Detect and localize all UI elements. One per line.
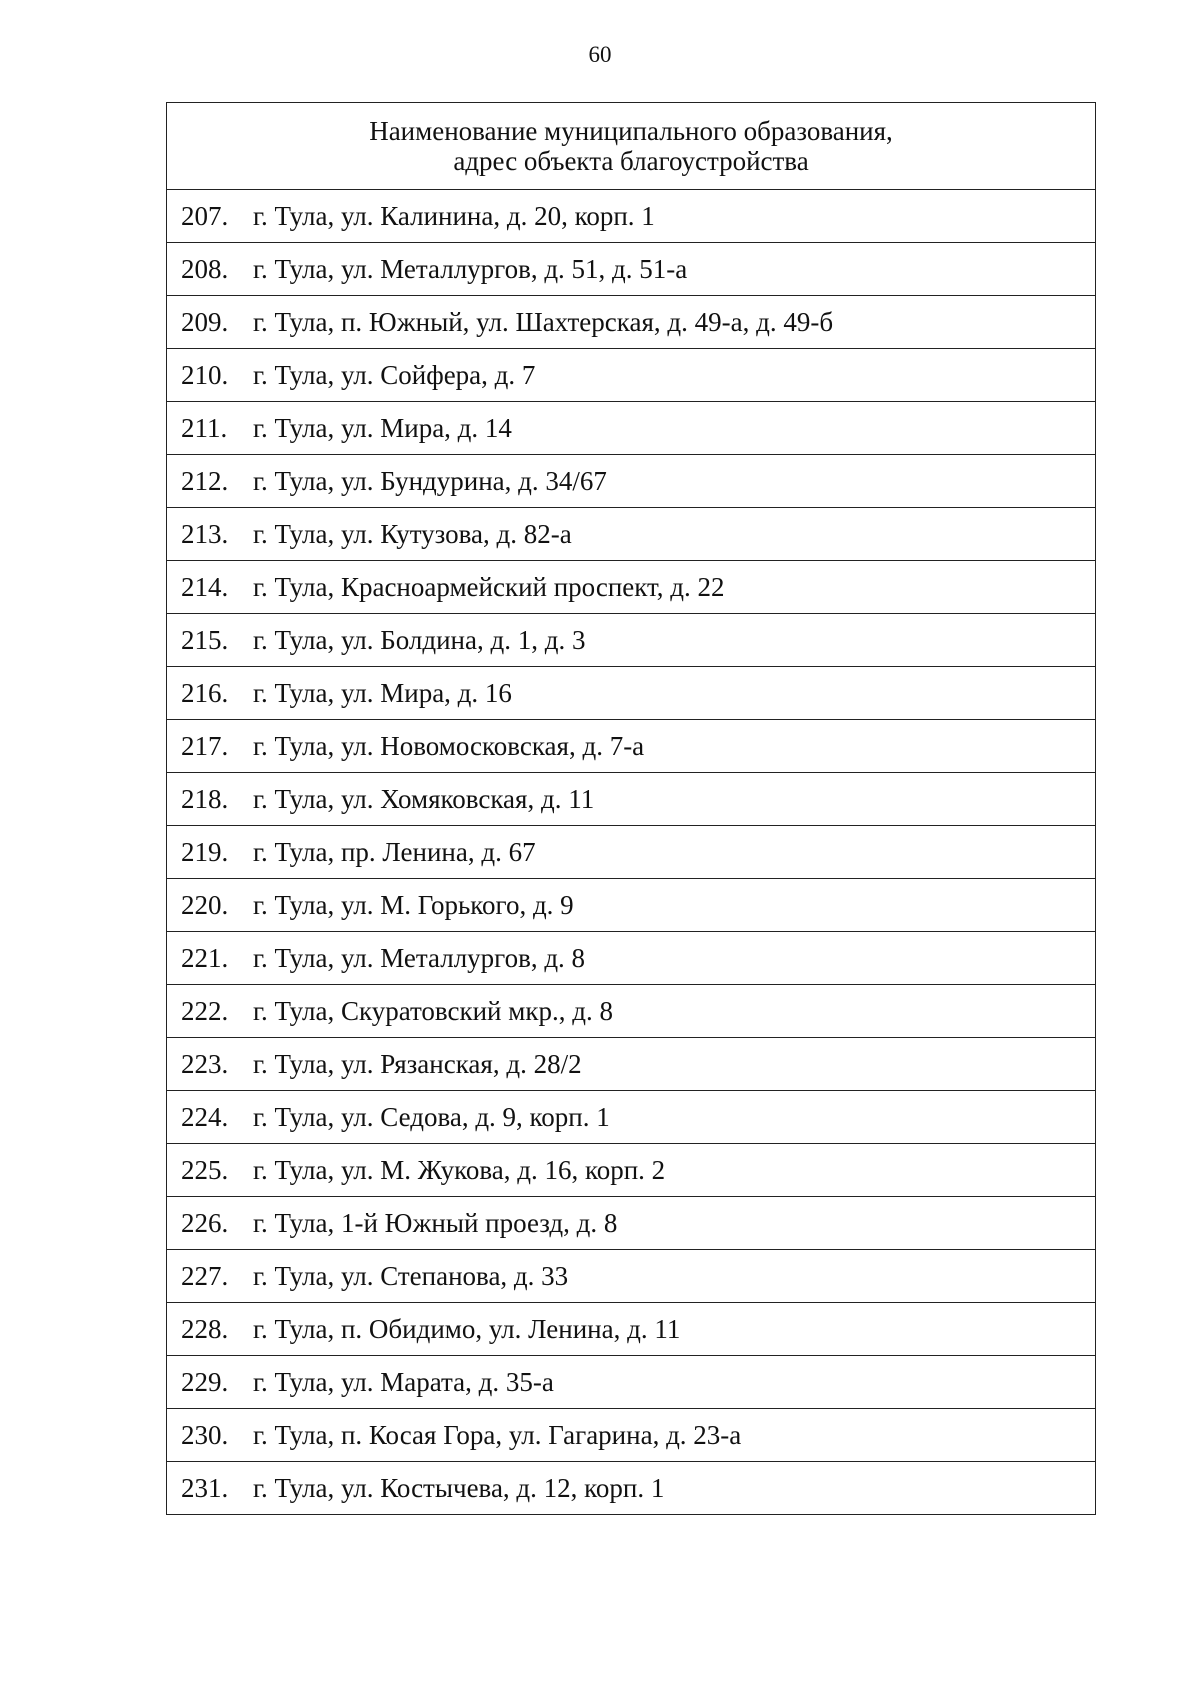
address-table <box>166 102 1096 1515</box>
table-row-cell <box>167 190 1096 243</box>
row-number: 226. <box>181 1208 229 1238</box>
table-row-cell <box>167 985 1096 1038</box>
table-row-cell <box>167 561 1096 614</box>
table-row <box>167 720 1096 773</box>
table-row-cell <box>167 1038 1096 1091</box>
table-row <box>167 1409 1096 1462</box>
table-row-cell <box>167 349 1096 402</box>
row-address: г. Тула, п. Косая Гора, ул. Гагарина, д. 23-а <box>253 1420 742 1450</box>
row-number: 230. <box>181 1420 229 1450</box>
row-address: г. Тула, ул. Мира, д. 16 <box>253 678 512 708</box>
row-address: г. Тула, ул. Сойфера, д. 7 <box>253 360 536 390</box>
table-row <box>167 402 1096 455</box>
row-number: 209. <box>181 307 229 337</box>
row-address: г. Тула, пр. Ленина, д. 67 <box>253 837 536 867</box>
row-number: 223. <box>181 1049 229 1079</box>
row-number: 217. <box>181 731 229 761</box>
row-number: 212. <box>181 466 229 496</box>
row-number: 231. <box>181 1473 229 1503</box>
row-address: г. Тула, ул. М. Жукова, д. 16, корп. 2 <box>253 1155 666 1185</box>
row-address: г. Тула, ул. Рязанская, д. 28/2 <box>253 1049 582 1079</box>
row-number: 211. <box>181 413 228 443</box>
table-row <box>167 1250 1096 1303</box>
row-number: 227. <box>181 1261 229 1291</box>
row-address: г. Тула, ул. Новомосковская, д. 7-а <box>253 731 645 761</box>
table-row <box>167 614 1096 667</box>
row-number: 219. <box>181 837 229 867</box>
row-number: 221. <box>181 943 229 973</box>
row-address: г. Тула, ул. Мира, д. 14 <box>253 413 512 443</box>
table-row <box>167 985 1096 1038</box>
row-address: г. Тула, ул. Марата, д. 35-а <box>253 1367 554 1397</box>
row-address: г. Тула, ул. Бундурина, д. 34/67 <box>253 466 607 496</box>
table-row-cell <box>167 879 1096 932</box>
row-number: 208. <box>181 254 229 284</box>
row-number: 214. <box>181 572 229 602</box>
table-row-cell <box>167 614 1096 667</box>
table-row-cell <box>167 243 1096 296</box>
table-row-cell <box>167 932 1096 985</box>
table-row <box>167 561 1096 614</box>
table-row <box>167 1197 1096 1250</box>
table-row-cell <box>167 402 1096 455</box>
row-number: 218. <box>181 784 229 814</box>
table-row-cell <box>167 826 1096 879</box>
table-row <box>167 190 1096 243</box>
row-number: 220. <box>181 890 229 920</box>
row-address: г. Тула, ул. Степанова, д. 33 <box>253 1261 569 1291</box>
table-row <box>167 879 1096 932</box>
row-address: г. Тула, Красноармейский проспект, д. 22 <box>253 572 725 602</box>
table-row <box>167 773 1096 826</box>
table-row-cell <box>167 667 1096 720</box>
table-row <box>167 349 1096 402</box>
table-row <box>167 455 1096 508</box>
table-row <box>167 667 1096 720</box>
row-address: г. Тула, Скуратовский мкр., д. 8 <box>253 996 613 1026</box>
row-address: г. Тула, ул. Металлургов, д. 8 <box>253 943 586 973</box>
page-number: 60 <box>588 42 612 67</box>
table-body <box>167 103 1096 1515</box>
row-address: г. Тула, ул. М. Горького, д. 9 <box>253 890 574 920</box>
table-row-cell <box>167 1197 1096 1250</box>
row-number: 210. <box>181 360 229 390</box>
row-number: 225. <box>181 1155 229 1185</box>
row-number: 224. <box>181 1102 229 1132</box>
row-number: 216. <box>181 678 229 708</box>
table-row <box>167 243 1096 296</box>
table-row <box>167 1144 1096 1197</box>
table-header-cell <box>167 103 1096 190</box>
table-row <box>167 1038 1096 1091</box>
row-number: 207. <box>181 201 229 231</box>
row-number: 213. <box>181 519 229 549</box>
table-row-cell <box>167 296 1096 349</box>
table-header-row <box>167 103 1096 190</box>
table-row-cell <box>167 1144 1096 1197</box>
table-row-cell <box>167 720 1096 773</box>
table-row <box>167 826 1096 879</box>
table-row-cell <box>167 1356 1096 1409</box>
table-row-cell <box>167 1250 1096 1303</box>
row-number: 229. <box>181 1367 229 1397</box>
table-header-line-2: адрес объекта благоустройства <box>453 146 809 176</box>
row-address: г. Тула, ул. Калинина, д. 20, корп. 1 <box>253 201 655 231</box>
row-address: г. Тула, 1-й Южный проезд, д. 8 <box>253 1208 618 1238</box>
table-header-line-1: Наименование муниципального образования, <box>369 116 893 146</box>
row-address: г. Тула, ул. Седова, д. 9, корп. 1 <box>253 1102 610 1132</box>
row-number: 222. <box>181 996 229 1026</box>
row-address: г. Тула, ул. Костычева, д. 12, корп. 1 <box>253 1473 665 1503</box>
row-address: г. Тула, ул. Кутузова, д. 82-а <box>253 519 572 549</box>
table-row-cell <box>167 508 1096 561</box>
table-row <box>167 1356 1096 1409</box>
table-row-cell <box>167 1409 1096 1462</box>
row-address: г. Тула, ул. Хомяковская, д. 11 <box>253 784 595 814</box>
row-address: г. Тула, ул. Болдина, д. 1, д. 3 <box>253 625 586 655</box>
row-address: г. Тула, ул. Металлургов, д. 51, д. 51-а <box>253 254 688 284</box>
row-address: г. Тула, п. Южный, ул. Шахтерская, д. 49-а, д. 49-б <box>253 307 834 337</box>
row-number: 215. <box>181 625 229 655</box>
table-row <box>167 932 1096 985</box>
table-row-cell <box>167 1091 1096 1144</box>
table-row <box>167 296 1096 349</box>
table-row-cell <box>167 455 1096 508</box>
row-number: 228. <box>181 1314 229 1344</box>
table-row-cell <box>167 1303 1096 1356</box>
table-row <box>167 1462 1096 1515</box>
table-row <box>167 1091 1096 1144</box>
table-row-cell <box>167 773 1096 826</box>
row-address: г. Тула, п. Обидимо, ул. Ленина, д. 11 <box>253 1314 681 1344</box>
table-row-cell <box>167 1462 1096 1515</box>
table-row <box>167 1303 1096 1356</box>
table-row <box>167 508 1096 561</box>
